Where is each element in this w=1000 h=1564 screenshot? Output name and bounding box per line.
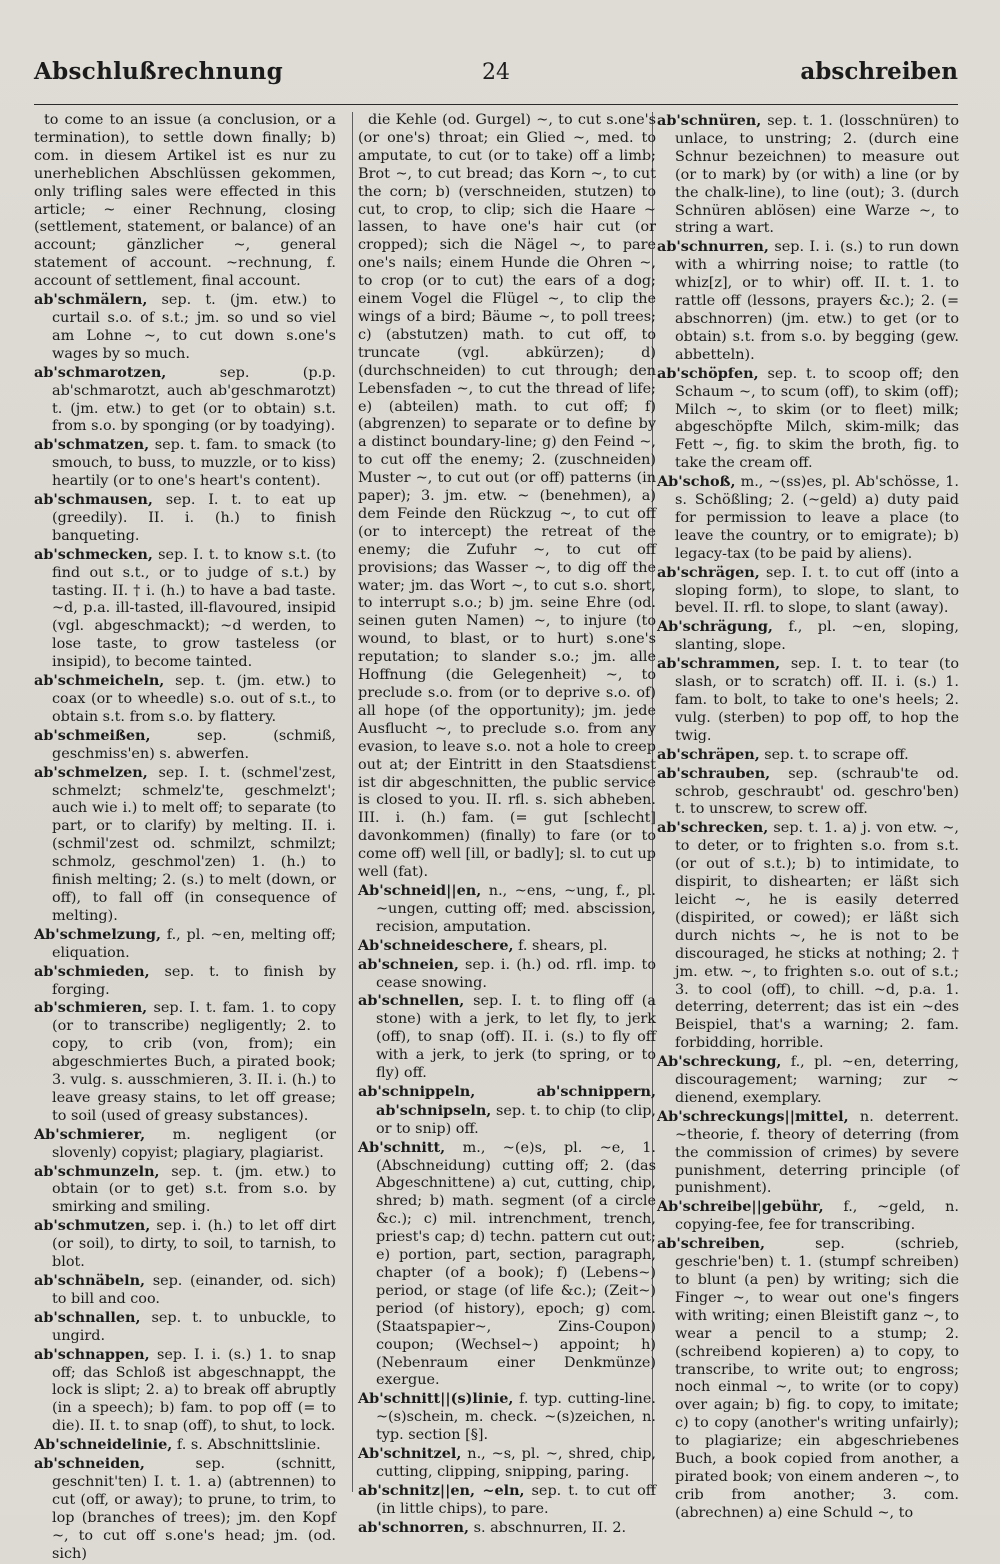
entry-headword: Ab'schneid||en, xyxy=(358,881,482,899)
entry-headword: ab'schmunzeln, xyxy=(34,1162,160,1180)
entry-headword: ab'schmarotzen, xyxy=(34,363,167,381)
running-header xyxy=(34,58,958,92)
entry-definition: sep. I. t. to cut off (into a sloping form), to slope, to slant, to bevel. II. rfl. to slope, to slant (away). xyxy=(675,564,959,617)
entry-headword: Ab'schnitzel, xyxy=(358,1445,462,1463)
entry-definition: sep. i. (h.) od. rfl. imp. to cease snowing. xyxy=(376,956,656,991)
entry-headword: ab'schnorren, xyxy=(358,1518,469,1536)
entry-headword: ab'schnüren, xyxy=(657,112,762,129)
dictionary-entry xyxy=(34,1272,336,1309)
entry-definition: n., ~ens, ~ung, f., pl. ~ungen, cutting off; med. abscission, recision, amputation. xyxy=(376,882,657,935)
entry-definition: sep. t. to chip (to clip, or to snip) off. xyxy=(376,1102,656,1137)
page-number: 24 xyxy=(482,60,510,85)
dictionary-entry xyxy=(34,1346,336,1437)
dictionary-entry xyxy=(657,746,959,765)
dictionary-entry xyxy=(34,436,336,491)
dictionary-entry xyxy=(358,1083,656,1139)
entry-definition: sep. t. to finish by forging. xyxy=(52,963,336,998)
dictionary-entry xyxy=(657,365,959,473)
dictionary-entry xyxy=(34,364,336,437)
dictionary-entry xyxy=(657,112,959,238)
entry-definition: sep. I. t. fam. 1. to copy (or to transcribe) negligently; 2. to copy, to crib (von, from); ein abgeschmiertes Buch, a pirated book; 3. vulg. s. ausschmieren, 3. II. i. (h.) to leave greasy stains, to let off grease; to soil (used of greasy substances). xyxy=(52,1000,336,1124)
dictionary-entry xyxy=(657,765,959,820)
entry-headword: Ab'schreibe||gebühr, xyxy=(657,1198,824,1216)
dictionary-entry xyxy=(34,926,336,963)
entry-headword: ab'schnellen, xyxy=(358,992,465,1010)
entry-headword: ab'schneien, xyxy=(358,955,459,973)
entry-headword: Ab'schmierer, xyxy=(34,1125,146,1143)
entry-definition: n., ~s, pl. ~, shred, chip, cutting, clipping, snipping, paring. xyxy=(376,1446,656,1480)
entry-definition: sep. I. i. (s.) 1. to snap off; das Schloß ist abgeschnappt, the lock is slipt; 2. a) to break off abruptly (in a speech); b) fam. to pop off (= to die). II. t. to snap (off), to shut, to lock. xyxy=(52,1346,336,1435)
entry-definition: f., pl. ~en, melting off; eliquation. xyxy=(52,926,336,961)
dictionary-entry xyxy=(34,491,336,546)
dictionary-entry xyxy=(358,956,656,993)
entry-definition: m. negligent (or slovenly) copyist; plagiary, plagiarist. xyxy=(52,1126,336,1161)
entry-headword: Ab'schmelzung, xyxy=(34,925,161,943)
entry-headword: ab'schneiden, xyxy=(34,1455,145,1473)
dictionary-entry xyxy=(358,1482,656,1519)
dictionary-entry xyxy=(34,546,336,672)
entry-headword: ab'schmelzen, xyxy=(34,763,148,781)
entry-definition: sep. (p.p. ab'schmarotzt, auch ab'geschmarotzt) t. (jm. etw.) to get (or to obtain) s.t. from s.o. by sponging (or by toadying). xyxy=(52,364,336,435)
dictionary-entry xyxy=(657,618,959,655)
dictionary-entry xyxy=(657,1053,959,1108)
dictionary-entry xyxy=(34,1455,336,1563)
entry-definition: sep. (schnitt, geschnit'ten) I. t. 1. a) (abtrennen) to cut (off, or away); to prune, to trim, to lop (branches of trees); jm. den Kopf ~, to cut off s.one's head; jm. (od. sich) xyxy=(52,1456,336,1562)
entry-headword: ab'schnäbeln, xyxy=(34,1272,146,1289)
entry-headword: ab'schmeicheln, xyxy=(34,672,165,690)
entry-headword: Ab'schoß, xyxy=(657,473,736,491)
entry-headword: ab'schmälern, xyxy=(34,291,148,309)
dictionary-entry xyxy=(358,1445,656,1482)
dictionary-entry xyxy=(358,882,656,937)
dictionary-entry xyxy=(657,1198,959,1235)
dictionary-entry xyxy=(358,1519,656,1538)
dictionary-entry xyxy=(34,1126,336,1163)
dictionary-entry xyxy=(358,1390,656,1445)
entry-definition: sep. I. t. to tear (to slash, or to scratch) off. II. i. (s.) 1. fam. to bolt, to take to one's heels; 2. vulg. (sterben) to pop off, to hop the twig. xyxy=(675,656,959,744)
entry-headword: Ab'schneideschere, xyxy=(358,936,514,954)
entry-definition: sep. t. fam. to smack (to smouch, to buss, to muzzle, or to kiss) heartily (or to one's heart's content). xyxy=(52,437,336,490)
entry-definition: sep. I. t. to know s.t. (to find out s.t., or to judge of s.t.) by tasting. II. † i. (h.) to have a bad taste. ~d, p.a. ill-tasted, ill-flavoured, insipid (vgl. abgeschmackt); ~d werden, to lose taste, to grow tasteless (or insipid), to become tainted. xyxy=(52,546,337,671)
dictionary-entry xyxy=(358,1139,656,1391)
column-3 xyxy=(657,112,960,1521)
column-divider xyxy=(352,112,353,1492)
entry-headword: Ab'schnitt||(s)linie, xyxy=(358,1390,514,1408)
dictionary-entry xyxy=(358,937,656,956)
entry-headword: ab'schnallen, xyxy=(34,1308,141,1326)
entry-headword: ab'schmieden, xyxy=(34,962,150,980)
entry-headword: Ab'schneidelinie, xyxy=(34,1436,173,1454)
entry-definition: sep. t. 1. a) j. von etw. ~, to deter, or to frighten s.o. from s.t. (or out of s.t.); b) to intimidate, to dispirit, to dishearten; er läßt sich leicht ~, he is easily deterred (dispirited, or cowed); er läßt sich durch nichts ~, he is not to be discouraged, he sticks at nothing; 2. † jm. etw. ~, to frighten s.o. out of s.t.; 3. to cool (off), to chill. ~d, p.a. 1. deterring, deterrent; das ist ein ~des Beispiel, that's a warning; 2. fam. forbidding, horrible. xyxy=(675,820,959,1052)
dictionary-entry xyxy=(34,999,336,1125)
entry-definition: sep. t. to scrape off. xyxy=(764,746,909,763)
dictionary-entry xyxy=(358,112,656,882)
entry-definition: f., pl. ~en, deterring, discouragement; warning; zur ~ dienend, exemplary. xyxy=(675,1054,959,1106)
dictionary-entry xyxy=(657,655,959,746)
entry-headword: ab'schmeißen, xyxy=(34,726,151,744)
dictionary-entry xyxy=(34,112,336,291)
entry-headword: ab'schmausen, xyxy=(34,491,153,509)
entry-definition: sep. i. (h.) to let off dirt (or soil), to dirty, to soil, to tarnish, to blot. xyxy=(52,1218,336,1271)
dictionary-entry xyxy=(34,1309,336,1346)
entry-definition: f., ~geld, n. copying-fee, fee for transcribing. xyxy=(675,1199,959,1234)
entry-definition: f., pl. ~en, sloping, slanting, slope. xyxy=(675,619,960,654)
dictionary-entry xyxy=(358,992,656,1083)
entry-definition: sep. I. t. to eat up (greedily). II. i. (h.) to finish banqueting. xyxy=(52,492,337,544)
entry-definition: sep. (schmiß, geschmiss'en) s. abwerfen. xyxy=(52,727,337,762)
entry-headword: ab'schrecken, xyxy=(657,819,769,837)
entry-definition: m., ~(e)s, pl. ~e, 1. (Abschneidung) cutting off; 2. (das Abgeschnittene) a) cut, cutting, chip, shred; b) math. segment (of a circle &c.); c) mil. intrenchment, trench, priest's cap; d) techn. pattern cut out; e) portion, part, section, paragraph, chapter (of a book); f) (Lebens~) period, or stage (of life &c.); (Zeit~) period (of history), epoch; g) com. (Staatspapier~, Zins-Coupon) coupon; (Wechsel~) appoint; h) (Nebenraum einer Denkmünze) exergue. xyxy=(376,1139,657,1389)
entry-headword: ab'schmecken, xyxy=(34,545,153,563)
entry-definition: sep. t. to cut off (in little chips), to pare. xyxy=(376,1482,656,1517)
dictionary-entry xyxy=(657,564,959,619)
entry-definition: sep. t. (jm. etw.) to coax (or to wheedle) s.o. out of s.t., to obtain s.t. from s.o. by flattery. xyxy=(52,673,336,725)
dictionary-entry xyxy=(657,473,959,564)
entry-headword: ab'schmutzen, xyxy=(34,1217,151,1235)
entry-definition: s. abschnurren, II. 2. xyxy=(473,1519,627,1536)
entry-headword: Ab'schnitt, xyxy=(358,1138,446,1156)
entry-definition: sep. t. to unbuckle, to ungird. xyxy=(52,1309,337,1344)
dictionary-entry xyxy=(34,727,336,764)
column-1 xyxy=(34,112,337,1562)
header-last-word: abschreiben xyxy=(800,58,958,85)
entry-headword: Ab'schreckung, xyxy=(657,1053,782,1071)
entry-headword: ab'schnippeln, ab'schnippern, ab'schnipseln, xyxy=(358,1082,656,1119)
entry-definition: sep. t. 1. (losschnüren) to unlace, to unstring; 2. (durch eine Schnur bezeichnen) to measure out (or to mark) by (or with) a line (or by the chalk-line), to line (out); 3. (durch Schnüren ablösen) eine Warze ~, to string a wart. xyxy=(675,113,960,237)
entry-headword: ab'schnappen, xyxy=(34,1345,150,1363)
entry-headword: ab'schmatzen, xyxy=(34,436,150,454)
entry-definition: f. typ. cutting-line. ~(s)schein, m. check. ~(s)zeichen, n. typ. section [§]. xyxy=(376,1391,656,1444)
dictionary-entry xyxy=(34,1436,336,1455)
entry-headword: ab'schrauben, xyxy=(657,764,771,782)
dictionary-entry xyxy=(657,1108,959,1199)
entry-headword: Ab'schrägung, xyxy=(657,618,773,636)
dictionary-entry xyxy=(657,819,959,1053)
entry-headword: Ab'schreckungs||mittel, xyxy=(657,1107,849,1125)
entry-headword: ab'schöpfen, xyxy=(657,364,759,382)
entry-definition: sep. (einander, od. sich) to bill and coo. xyxy=(52,1273,336,1307)
entry-headword: ab'schräpen, xyxy=(657,745,760,763)
entry-definition: n. deterrent. ~theorie, f. theory of deterring (from the commission of crimes) by severe punishment, deterring principle (of punishment). xyxy=(675,1108,959,1197)
dictionary-entry xyxy=(34,291,336,364)
entry-definition: f. s. Abschnittslinie. xyxy=(176,1437,321,1454)
dictionary-entry xyxy=(657,1235,959,1523)
entry-definition: sep. I. i. (s.) to run down with a whirring noise; to rattle (to whiz[z], or to whir) off. II. t. 1. to rattle off (lessons, prayers &c.); 2. (= abschnorren) (jm. etw.) to get (or to obtain) s.t. from s.o. by begging (gew. abbetteln). xyxy=(675,239,959,363)
column-2 xyxy=(358,112,657,1536)
header-first-word: Abschlußrechnung xyxy=(34,58,284,85)
dictionary-entry xyxy=(34,1163,336,1218)
entry-definition: sep. (schrieb, geschrie'ben) t. 1. (stumpf schreiben) to blunt (a pen) by writing; sich die Finger ~, to wear out one's fingers with writing; einen Bleistift ganz ~, to wear a pencil to a stump; 2. (schreibend kopieren) a) to copy, to transcribe, to write out; to engross; noch einmal ~, to write (or to copy) over again; b) fig. to copy, to imitate; c) to copy (another's writing unfairly); to plagiarize; ein abgeschriebenes Buch, a book copied from another, a pirated book; von einem anderen ~, to crib from another; 3. com. (abrechnen) a) eine Schuld ~, to xyxy=(675,1236,959,1521)
entry-definition: sep. (schraub'te od. schrob, geschraubt' od. geschro'ben) t. to unscrew, to screw off. xyxy=(675,765,960,818)
entry-headword: ab'schrammen, xyxy=(657,655,781,673)
dictionary-entry xyxy=(34,963,336,1000)
entry-definition: sep. I. t. to fling off (a stone) with a jerk, to let fly, to jerk (off), to snap (off). II. i. (s.) to fly off with a jerk, to jerk (to spring, or to fly) off. xyxy=(376,993,656,1082)
header-rule xyxy=(34,104,958,105)
entry-definition: m., ~(ss)es, pl. Ab'schösse, 1. s. Schößling; 2. (~geld) a) duty paid for permission to leave a place (to leave the country, or to emigrate); b) legacy-tax (to be paid by aliens). xyxy=(675,474,959,562)
dictionary-entry xyxy=(34,672,336,727)
entry-definition: die Kehle (od. Gurgel) ~, to cut s.one's (or one's) throat; ein Glied ~, med. to amputate, to cut (or to take) off a limb; Brot ~, to cut bread; das Korn ~, to cut the corn; b) (verschneiden, stutzen) to cut, to crop, to clip; sich die Haare ~ lassen, to have one's hair cut (or cropped); sich die Nägel ~, to pare one's nails; einem Hunde die Ohren ~, to crop (or to cut) the ears of a dog; einem Vogel die Flügel ~, to clip the wings of a bird; Bäume ~, to poll trees; c) (abstutzen) math. to cut off, to truncate (vgl. abkürzen); d) (durchschneiden) to cut through; den Lebensfaden ~, to cut the thread of life; e) (abteilen) math. to cut off; f) (abgrenzen) to separate or to define by a distinct boundary-line; g) den Feind ~, to cut off the enemy; 2. (zuschneiden) Muster ~, to cut out (or off) patterns (in paper); 3. jm. etw. ~ (benehmen), a) dem Feinde den Rückzug ~, to cut off (or to intercept) the retreat of the enemy; die Zufuhr ~, to cut off provisions; das Wasser ~, to dig off the water; jm. das Wort ~, to cut s.o. short, to interrupt s.o.; b) jm. seine Ehre (od. seinen guten Namen) ~, to injure (to wound, to blast, or to hurt) s.one's reputation; to slander s.o.; jm. alle Hoffnung (die Gelegenheit) ~, to preclude s.o. from (or to deprive s.o. of) all hope (of the opportunity); jm. jede Ausflucht ~, to preclude s.o. from any evasion, to leave s.o. not a hole to creep out at; der Eintritt in den Staatsdienst ist dir abgeschnitten, the public service is closed to you. II. rfl. s. sich abheben. III. i. (h.) fam. (= gut [schlecht] davonkommen) (finally) to fare (or to come off) well [ill, or badly]; sl. to cut up well (fat). xyxy=(358,112,656,881)
entry-definition: f. shears, pl. xyxy=(518,937,608,954)
entry-headword: ab'schreiben, xyxy=(657,1235,766,1253)
entry-headword: ab'schrägen, xyxy=(657,563,760,581)
entry-headword: ab'schnitz||en, ~eln, xyxy=(358,1481,525,1499)
entry-definition: sep. t. to scoop off; den Schaum ~, to scum (off), to skim (off); Milch ~, to skim (or to fleet) milk; abgeschöpfte Milch, skim-milk; das Fett ~, fig. to skim the broth, fig. to take the cream off. xyxy=(675,365,959,472)
entry-definition: sep. t. (jm. etw.) to obtain (or to get) s.t. from s.o. by smirking and smiling. xyxy=(52,1163,336,1216)
entry-headword: ab'schmieren, xyxy=(34,999,148,1017)
entry-definition: to come to an issue (a conclusion, or a termination), to settle down finally; b) com. in diesem Artikel ist es nur zu unerheblichen Abschlüssen gekommen, only trifling sales were effected in this article; ~ einer Rechnung, closing (settlement, statement, or balance) of an account; gänzlicher ~, general statement of account. ~rechnung, f. account of settlement, final account. xyxy=(34,112,336,290)
entry-headword: ab'schnurren, xyxy=(657,238,769,256)
entry-definition: sep. I. t. (schmel'zest, schmelzt; schmelz'te, geschmelzt'; auch wie i.) to melt off; to separate (to part, or to clarify) by melting. II. i. (schmil'zest od. schmilzt, schmilzt; schmolz, geschmol'zen) 1. (h.) to finish melting; 2. (s.) to melt (down, or off), to fall off (in consequence of melting). xyxy=(52,764,337,924)
dictionary-entry xyxy=(34,1217,336,1272)
entry-definition: sep. t. (jm. etw.) to curtail s.o. of s.t.; jm. so und so viel am Lohne ~, to cut down s.one's wages by so much. xyxy=(52,292,336,362)
dictionary-entry xyxy=(657,238,959,364)
dictionary-entry xyxy=(34,764,336,926)
